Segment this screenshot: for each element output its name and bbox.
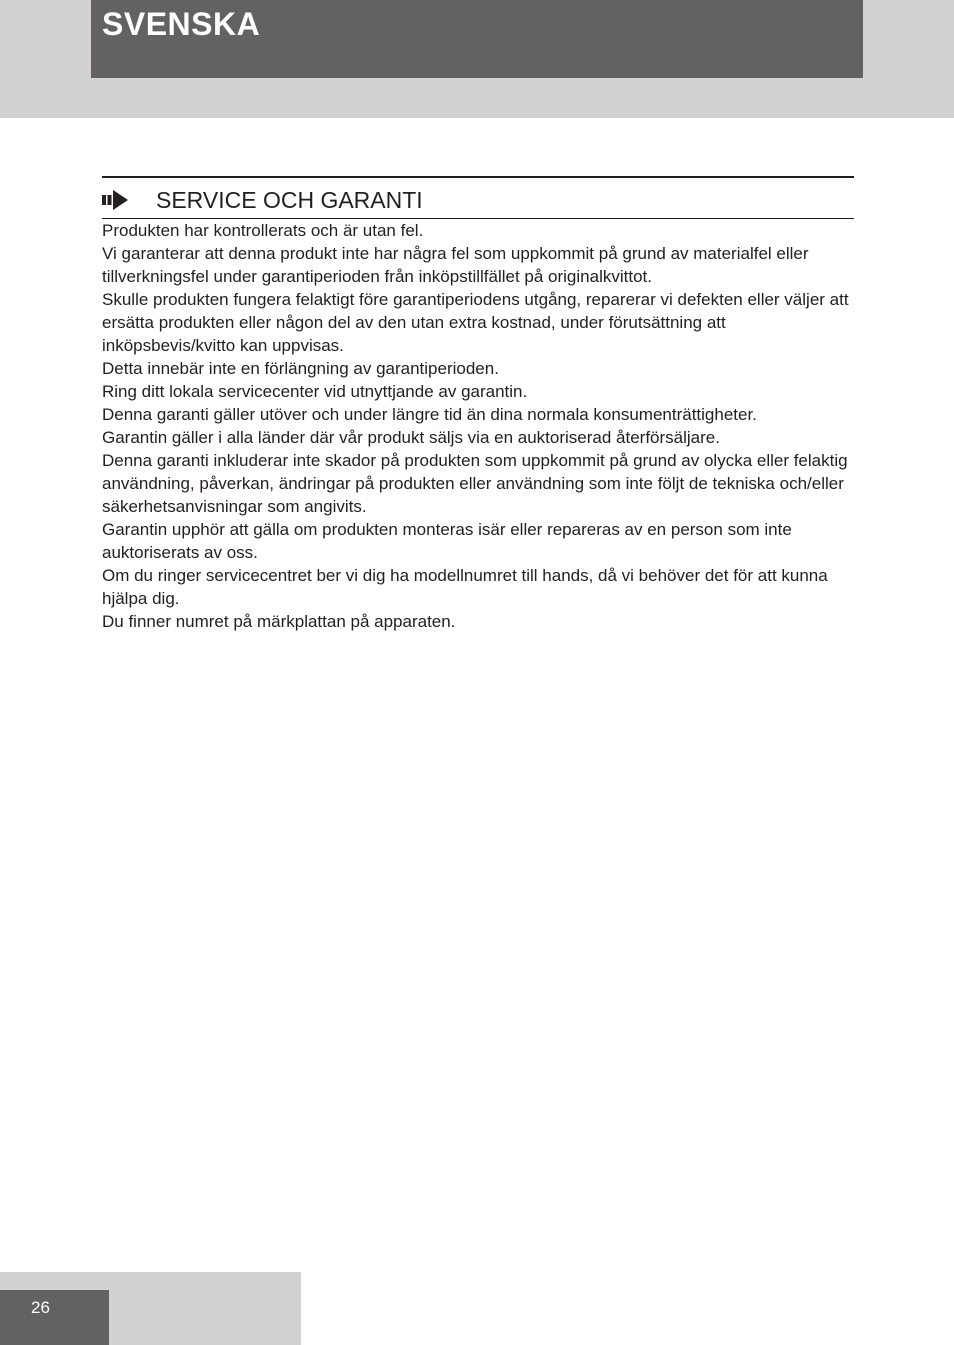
page-number-box: [0, 1290, 109, 1345]
paragraph: Vi garanterar att denna produkt inte har några fel som uppkommit på grund av materialfel eller tillverkningsfel under garantiperioden från inköpstillfället på originalkvittot.: [102, 244, 809, 286]
language-header: [91, 0, 863, 78]
section-heading: [102, 184, 854, 216]
paragraph: Produkten har kontrollerats och är utan fel.: [102, 221, 424, 240]
paragraph: Ring ditt lokala servicecenter vid utnyttjande av garantin.: [102, 382, 528, 401]
paragraph: Denna garanti gäller utöver och under längre tid än dina normala konsumenträttigheter.: [102, 405, 757, 424]
section-rule-top: [102, 176, 854, 178]
arrow-right-icon: [102, 190, 128, 210]
section-title: SERVICE OCH GARANTI: [156, 187, 423, 213]
warranty-text: [102, 219, 854, 633]
paragraph: Garantin upphör att gälla om produkten monteras isär eller repareras av en person som inte auktoriserats av oss.: [102, 520, 792, 562]
paragraph: Du finner numret på märkplattan på apparaten.: [102, 612, 456, 631]
paragraph: Detta innebär inte en förlängning av garantiperioden.: [102, 359, 499, 378]
page-number: 26: [31, 1298, 50, 1317]
paragraph: Denna garanti inkluderar inte skador på produkten som uppkommit på grund av olycka eller felaktig användning, påverkan, ändringar på produkten eller användning som inte följt de tekniska och/eller säkerhetsanvisningar som angivits.: [102, 451, 848, 516]
paragraph: Om du ringer servicecentret ber vi dig ha modellnumret till hands, då vi behöver det för att kunna hjälpa dig.: [102, 566, 828, 608]
language-title: SVENSKA: [102, 6, 261, 42]
paragraph: Skulle produkten fungera felaktigt före garantiperiodens utgång, reparerar vi defekten eller väljer att ersätta produkten eller någon del av den utan extra kostnad, under förutsättning att inköpsbevis/kvitto kan uppvisas.: [102, 290, 849, 355]
paragraph: Garantin gäller i alla länder där vår produkt säljs via en auktoriserad återförsäljare.: [102, 428, 720, 447]
